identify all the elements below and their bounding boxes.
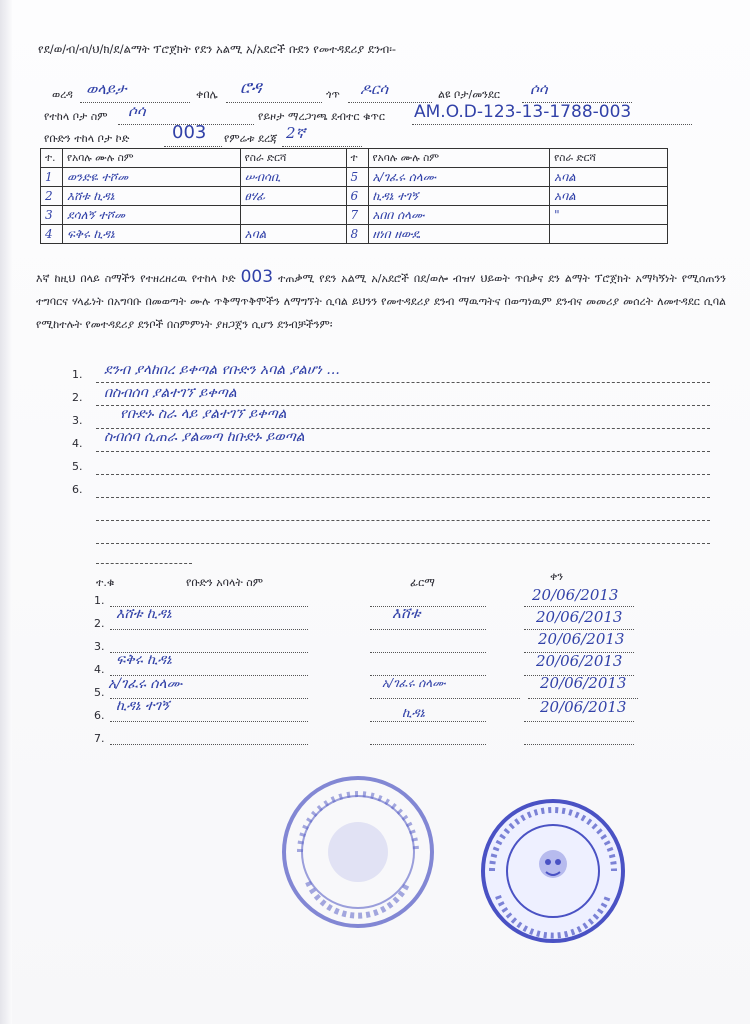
place-label: ልዩ ቦታ/መንደር [438,88,501,101]
site-name-label: የተከላ ቦታ ስም [44,110,108,123]
sig-date: 20/06/2013 [536,608,623,626]
members-table-header [41,149,668,168]
certificate-line [412,124,692,125]
woreda-label: ወረዳ [52,88,73,101]
sig-number: 2. [94,617,105,630]
official-stamp-right [478,796,628,946]
col-header: የአባሉ ሙሉ ስም [62,149,240,168]
sig-date: 20/06/2013 [538,630,625,648]
member-name: ኪዳኔ ተገኝ [368,187,550,206]
sig-signature: እሸቱ [392,604,421,622]
rule-text: የቡድኑ ስራ ላይ ያልተገኘ ይቀጣል [120,406,287,422]
agreement-text-end: ተጠቃሚ የደን አልሚ አ/አደሮች በደ/ወሎ ብዝሃ ህይወት ጥበቃና ደን ልማት ፕሮጀክት አማካኝነት የሚሰጠንን ተግባርና ሃላፊነት በአግባቡ በመወጣት ሙሉ ጥቅማጥቅሞችን ለማግኘት ሲባል ይህንን የመተዳደሪያ ደንብ ማዉጣትና በወጣነዉም ደንብና መመሪያ መሰረት ለመተዳደር ሲባል የሚከተሉት የመተዳደሪያ ደንቦች በስምምነት ያዘጋጀን ሲሆን ደንብቻችንም፡ [36,272,726,331]
table-row [41,225,668,244]
group-site-code-line [164,146,222,147]
group-site-code-value: 003 [172,122,207,143]
member-name: ዘነበ ዘውዴ [368,225,550,244]
sig-date-line [524,606,634,607]
rule-text: ደንብ ያላከበረ ይቀጣል የቡድን አባል ያልሆነ ... [104,362,340,378]
sig-sign-line [370,721,486,722]
sig-date-line [524,721,634,722]
member-role: አባል [240,225,346,244]
member-name: እሸቱ ኪዳኔ [62,187,240,206]
member-number: 5 [346,168,368,187]
place-value: ሶሳ [530,80,548,98]
sig-header-signature: ፊርማ [410,576,435,589]
rule-number: 5. [72,460,83,473]
document-title: የደ/ወ/ብ/ብ/ህ/ክ/ደ/ልማት ፕሮጀክት የደን አልሚ አ/አደሮች ቡደን የመተዳደሪያ ደንብ፡- [38,42,397,56]
member-number: 7 [346,206,368,225]
site-name-value: ሶሳ [128,102,146,120]
member-number: 2 [41,187,63,206]
member-role: አባል [550,168,668,187]
rule-line [96,520,710,521]
member-number: 6 [346,187,368,206]
agreement-site-code: 003 [240,267,274,287]
page-fold-shadow [0,0,12,1024]
certificate-value: AM.O.D-123-13-1788-003 [414,102,632,122]
agreement-paragraph [36,266,726,336]
sig-signature: ኪዳኔ [402,706,425,721]
table-row [41,206,668,225]
grade-label: የምሬቱ ደረጃ [224,132,278,145]
col-header: የስራ ድርሻ [240,149,346,168]
member-role: ፀሃፊ [240,187,346,206]
rule-line [96,543,710,544]
sig-signature: አ/ገፈሩ ሰላሙ [382,676,446,690]
member-name: አበበ ሰላሙ [368,206,550,225]
sig-number: 1. [94,594,105,607]
sig-number: 3. [94,640,105,653]
sig-number: 7. [94,732,105,745]
sig-name-line [110,721,308,722]
col-header: ተ [346,149,368,168]
rule-number: 6. [72,483,83,496]
sig-sign-line [370,698,520,699]
member-number: 4 [41,225,63,244]
grade-value: 2ኛ [286,124,306,142]
sig-name-line [110,629,308,630]
sig-date: 20/06/2013 [540,674,627,692]
member-name: ወንድዬ ተሾመ [62,168,240,187]
sig-sign-line [370,652,486,653]
woreda-value: ወላይታ [86,80,127,98]
sig-date: 20/06/2013 [532,586,619,604]
member-name: አ/ገፈሩ ሰላሙ [368,168,550,187]
got-value: ዶርሳ [360,80,389,98]
rule-number: 3. [72,414,83,427]
sig-name: ኪዳኔ ተገኝ [116,698,170,714]
agreement-text-start: እኛ ከዚህ በላይ ስማችን የተዘረዘረዉ የተከላ ኮድ [36,272,236,285]
rule-number: 1. [72,368,83,381]
sig-header-name: የቡድን አባላት ስም [186,576,263,589]
sig-name-line [110,744,308,745]
rule-text: ስብሰባ ሲጠራ ያልመጣ ከቡድኑ ይወጣል [104,429,305,445]
rule-line [96,451,710,452]
kebele-value: ሮዳ [240,78,262,98]
certificate-label: የይዞታ ማረጋገጫ ደብተር ቁጥር [258,110,385,123]
member-role: አባል [550,187,668,206]
sig-sign-line [370,744,486,745]
kebele-label: ቀበሌ [196,88,218,101]
sig-name: እሸቱ ኪዳኔ [116,606,172,622]
member-role: ሠብሳቢ [240,168,346,187]
table-row [41,168,668,187]
member-name: ፍቅሩ ኪዳኔ [62,225,240,244]
rule-number: 4. [72,437,83,450]
sig-number: 4. [94,663,105,676]
sig-header-date: ቀን [550,570,564,583]
member-number: 8 [346,225,368,244]
col-header: የስራ ድርሻ [550,149,668,168]
rule-line [96,497,710,498]
sig-date-line [524,744,634,745]
sig-date: 20/06/2013 [536,652,623,670]
member-number: 3 [41,206,63,225]
member-role [550,225,668,244]
group-site-code-label: የቡድን ተከላ ቦታ ኮድ [44,132,130,145]
col-header: የአባሉ ሙሉ ስም [368,149,550,168]
rule-line [96,474,710,475]
got-label: ጎጥ [326,88,340,101]
rule-number: 2. [72,391,83,404]
rule-line [96,382,710,383]
sig-sign-line [370,606,486,607]
member-role [240,206,346,225]
rule-text: በስብሰባ ያልተገኘ ይቀጣል [104,385,237,401]
member-role: " [550,206,668,225]
rule-line [96,563,192,564]
sig-name: ፍቅሩ ኪዳኔ [116,652,172,668]
col-header: ተ. [41,149,63,168]
table-row [41,187,668,206]
sig-sign-line [370,629,486,630]
sig-header-number: ተ.ቁ [96,576,115,589]
sig-name: አ/ገፈሩ ሰላሙ [108,676,183,692]
member-name: ደሳለኝ ተሾመ [62,206,240,225]
member-number: 1 [41,168,63,187]
members-table [40,148,668,244]
sig-number: 6. [94,709,105,722]
kebele-line [226,102,322,103]
official-stamp-left [278,772,438,932]
sig-date: 20/06/2013 [540,698,627,716]
sig-number: 5. [94,686,105,699]
grade-line [282,146,362,147]
